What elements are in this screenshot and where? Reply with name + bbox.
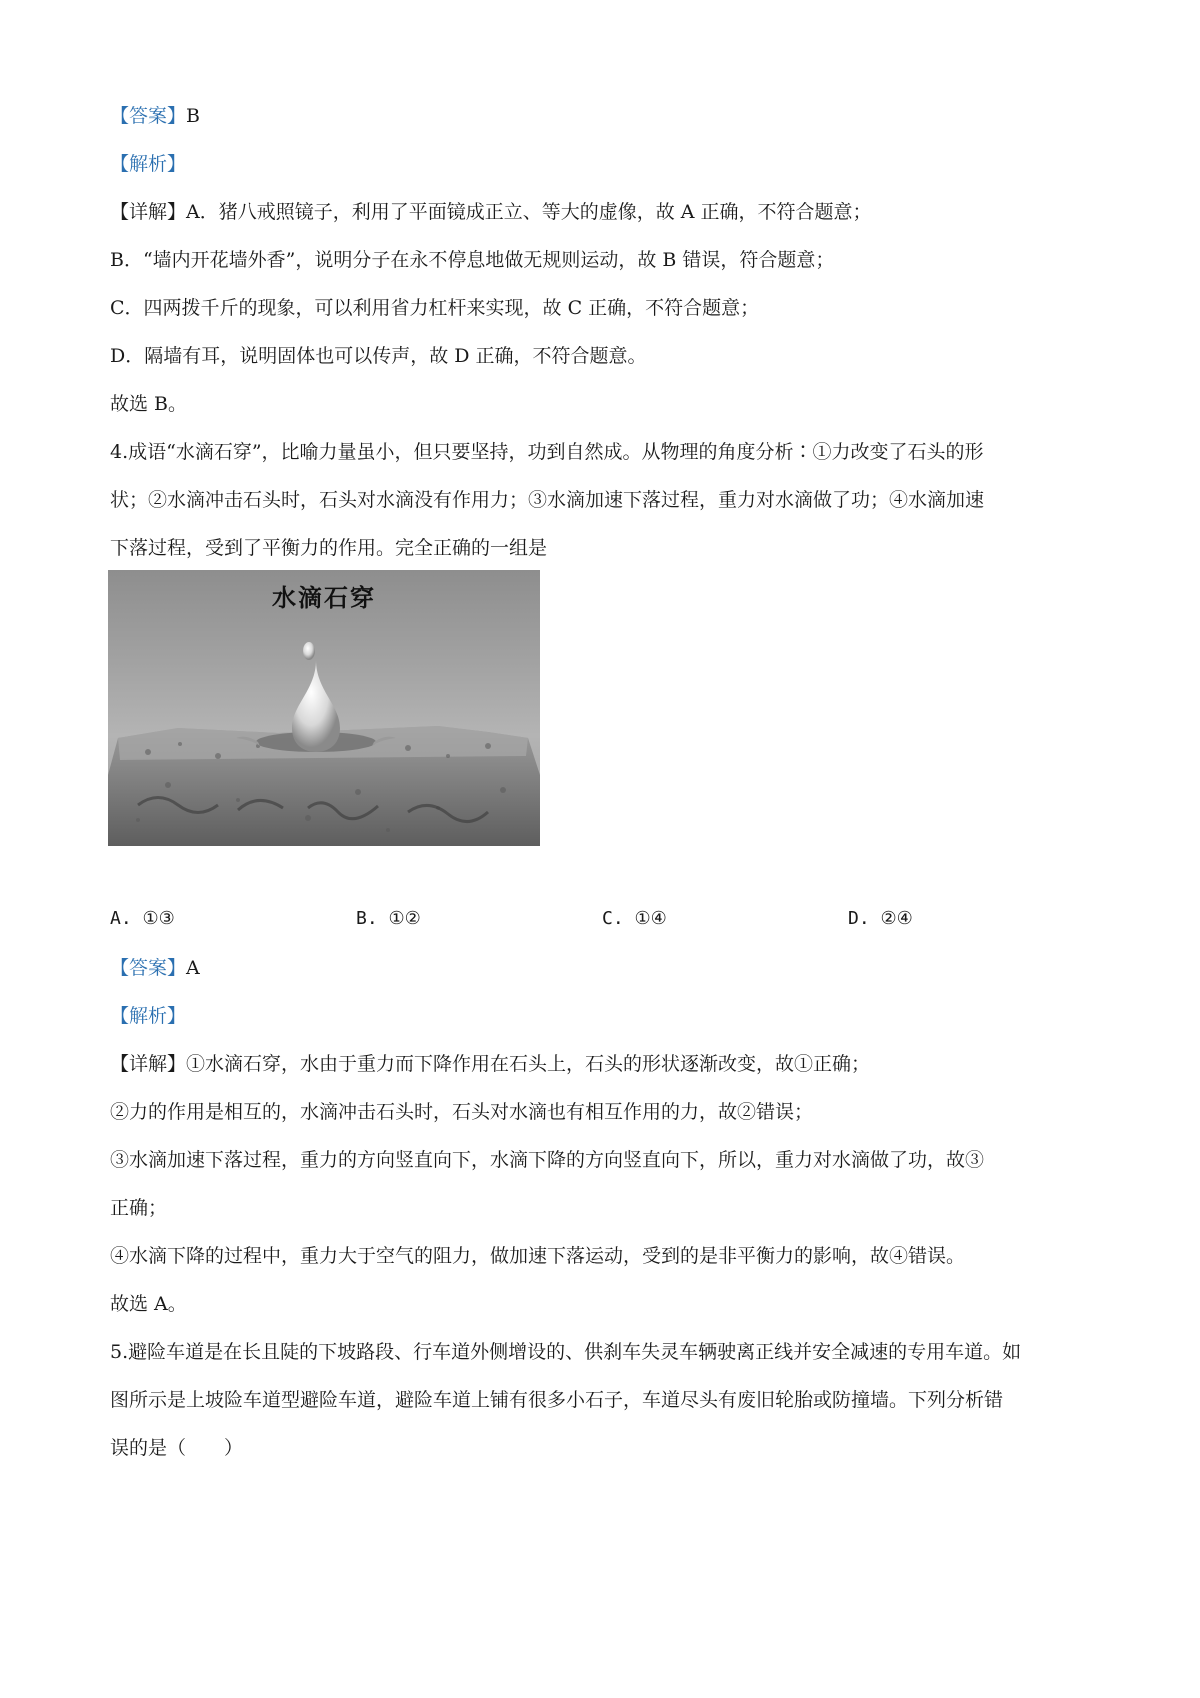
- q5-stem-line-2: 图所示是上坡险车道型避险车道，避险车道上铺有很多小石子，车道尽头有废旧轮胎或防撞墙。下列分析错: [110, 1389, 1004, 1411]
- q4-detail-tag: 【详解】: [110, 1053, 187, 1075]
- q4-stem-line-3: 下落过程，受到了平衡力的作用。完全正确的一组是: [110, 537, 548, 559]
- q4-stem-line-2: 状；②水滴冲击石头时，石头对水滴没有作用力；③水滴加速下落过程，重力对水滴做了功；④水滴加速: [110, 489, 985, 511]
- option-d[interactable]: D. ②④: [848, 908, 913, 929]
- figure-title: 水滴石穿: [272, 584, 376, 612]
- q4-conclusion: 故选 A。: [110, 1293, 187, 1315]
- q4-options: [110, 908, 1010, 934]
- q3-detail-tag: 【详解】: [110, 201, 187, 223]
- q3-detail-line-2: B．“墙内开花墙外香”，说明分子在永不停息地做无规则运动，故 B 错误，符合题意；: [110, 249, 835, 271]
- q4-answer-tag: 【答案】: [110, 957, 187, 979]
- q4-stem-line-1: 4.成语“水滴石穿”，比喻力量虽小，但只要坚持，功到自然成。从物理的角度分析∶①力改变了石头的形: [110, 441, 984, 463]
- q3-analysis-line: [110, 152, 186, 176]
- option-a[interactable]: A. ①③: [110, 908, 175, 929]
- q4-answer-value: A: [186, 957, 200, 979]
- q3-detail-text-1: A．猪八戒照镜子，利用了平面镜成正立、等大的虚像，故 A 正确，不符合题意；: [186, 201, 872, 223]
- q5-stem-line-3: 误的是（ ）: [110, 1437, 244, 1459]
- q3-analysis-tag: 【解析】: [110, 153, 187, 175]
- q4-detail-text-1: ①水滴石穿，水由于重力而下降作用在石头上，石头的形状逐渐改变，故①正确；: [186, 1053, 871, 1075]
- water-drop-icon: [292, 660, 340, 752]
- q4-analysis-tag: 【解析】: [110, 1005, 187, 1027]
- q4-detail-line-2: ②力的作用是相互的，水滴冲击石头时，石头对水滴也有相互作用的力，故②错误；: [110, 1101, 814, 1123]
- option-b[interactable]: B. ①②: [356, 908, 421, 929]
- q3-answer-value: B: [186, 105, 200, 127]
- q4-detail-line-3b: 正确；: [110, 1197, 168, 1219]
- q4-detail-line-4: ④水滴下降的过程中，重力大于空气的阻力，做加速下落运动，受到的是非平衡力的影响，故④错误。: [110, 1245, 966, 1267]
- q5-stem-line-1: 5.避险车道是在长且陡的下坡路段、行车道外侧增设的、供刹车失灵车辆驶离正线并安全减速的专用车道。如: [110, 1341, 1022, 1363]
- q4-detail-line-3a: ③水滴加速下落过程，重力的方向竖直向下，水滴下降的方向竖直向下，所以，重力对水滴做了功，故③: [110, 1149, 985, 1171]
- falling-drop-icon: [303, 642, 315, 660]
- q3-conclusion: 故选 B。: [110, 393, 188, 415]
- q3-answer-line: [110, 104, 200, 128]
- q4-detail-line-1: [110, 1052, 870, 1076]
- water-drop-stone-figure: [108, 570, 540, 846]
- q3-detail-line-3: C．四两拨千斤的现象，可以利用省力杠杆来实现，故 C 正确，不符合题意；: [110, 297, 760, 319]
- q3-detail-line-1: [110, 200, 872, 224]
- q4-analysis-line: [110, 1004, 186, 1028]
- q3-answer-tag: 【答案】: [110, 105, 187, 127]
- q4-answer-line: [110, 956, 200, 980]
- option-c[interactable]: C. ①④: [602, 908, 667, 929]
- q3-detail-line-4: D．隔墙有耳，说明固体也可以传声，故 D 正确，不符合题意。: [110, 345, 647, 367]
